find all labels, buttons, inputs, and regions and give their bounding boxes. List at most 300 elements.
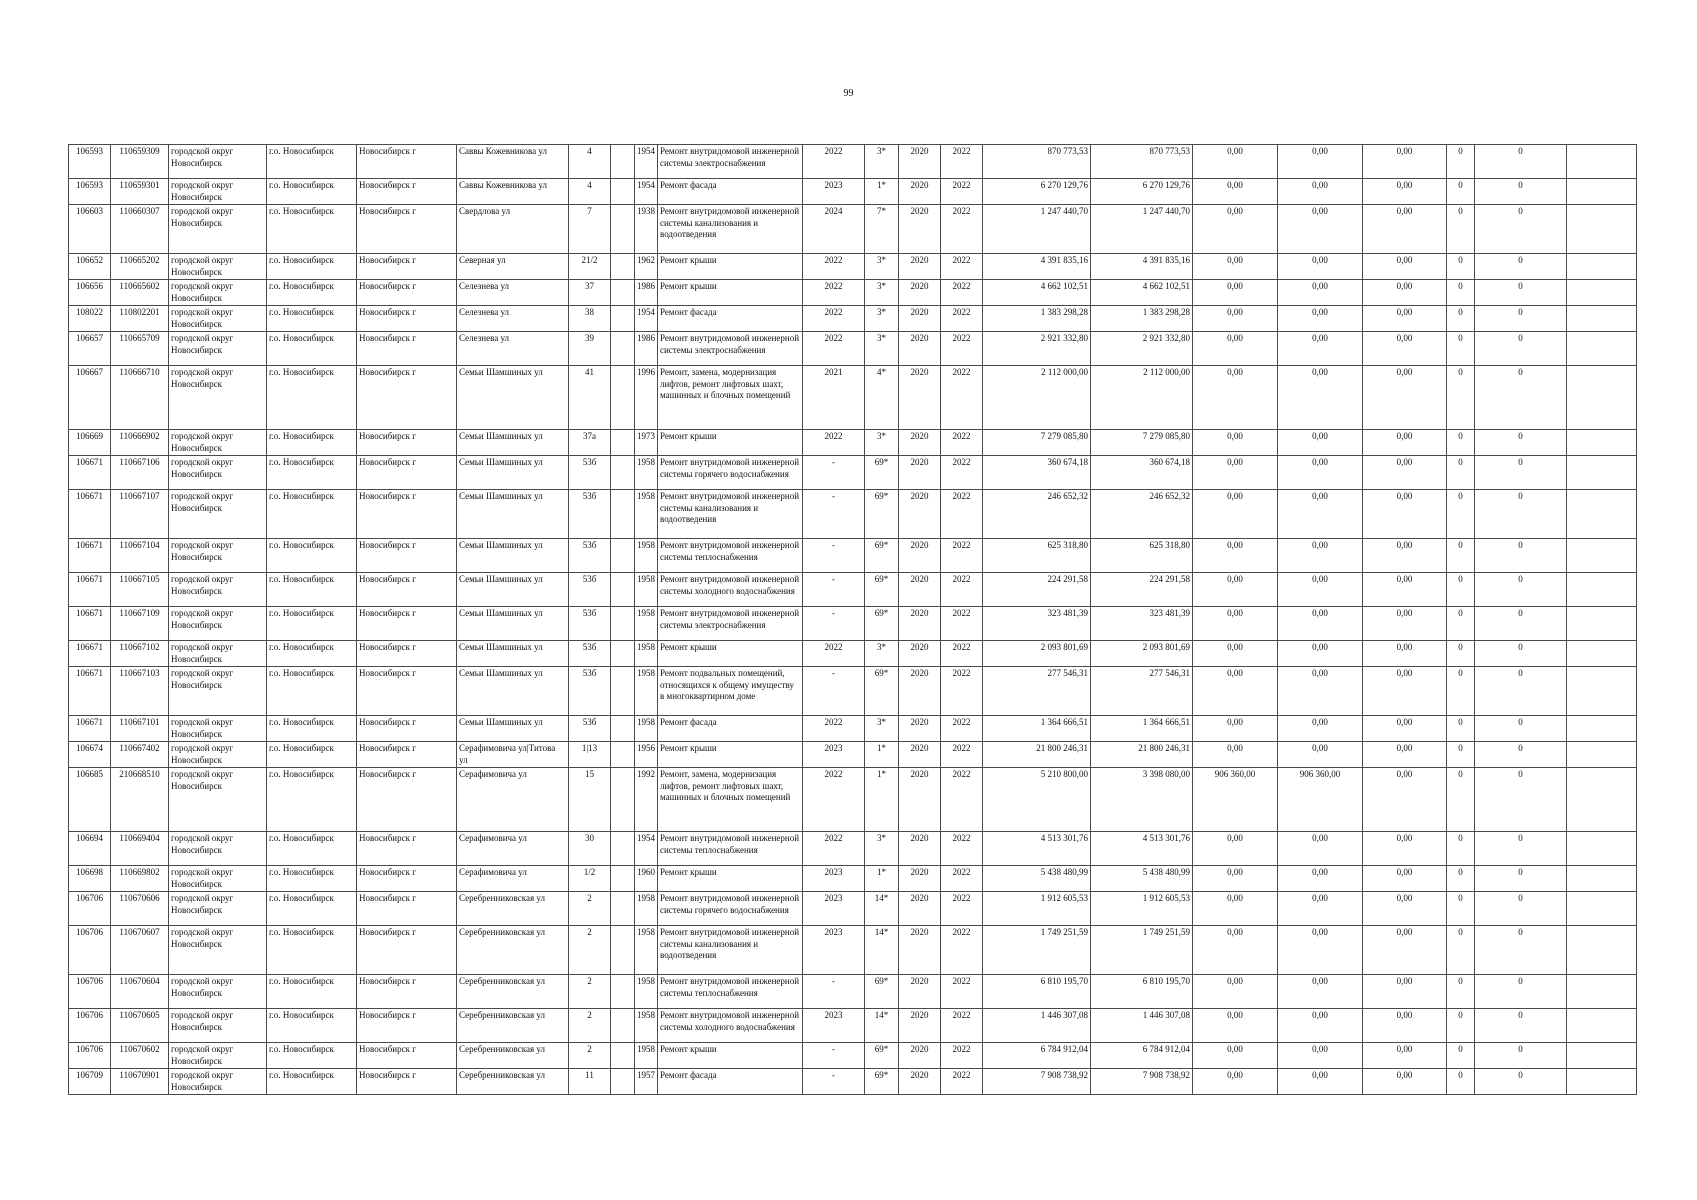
cell-fund-cost: 360 674,18 bbox=[1091, 456, 1193, 490]
cell-housing-part bbox=[611, 366, 635, 430]
cell-total-cost: 5 438 480,99 bbox=[983, 866, 1091, 892]
cell-total-cost: 2 093 801,69 bbox=[983, 641, 1091, 667]
cell-house-number: 2 bbox=[569, 1043, 611, 1069]
cell-house-number: 15 bbox=[569, 768, 611, 832]
cell-housing-part bbox=[611, 866, 635, 892]
cell-note bbox=[1567, 490, 1637, 539]
cell-deadline-year: - bbox=[803, 539, 865, 573]
cell-owners-share: 0 bbox=[1447, 866, 1475, 892]
cell-program-end: 2022 bbox=[941, 667, 983, 716]
cell-priority: 3* bbox=[865, 254, 899, 280]
cell-program-start: 2020 bbox=[899, 366, 941, 430]
cell-owners-share: 0 bbox=[1447, 205, 1475, 254]
cell-note bbox=[1567, 926, 1637, 975]
cell-program-start: 2020 bbox=[899, 145, 941, 179]
cell-house-number: 7 bbox=[569, 205, 611, 254]
cell-program-start: 2020 bbox=[899, 667, 941, 716]
cell-street: Семьи Шамшиных ул bbox=[457, 607, 569, 641]
cell-year-built: 1958 bbox=[635, 607, 658, 641]
cell-priority: 1* bbox=[865, 179, 899, 205]
cell-municipality: городской округ Новосибирск bbox=[169, 892, 267, 926]
cell-other-funds: 0 bbox=[1475, 926, 1567, 975]
cell-regional-funds: 0,00 bbox=[1278, 892, 1363, 926]
cell-note bbox=[1567, 1069, 1637, 1095]
cell-federal-funds: 0,00 bbox=[1193, 975, 1278, 1009]
cell-house-id: 106671 bbox=[69, 641, 111, 667]
cell-house-number: 38 bbox=[569, 306, 611, 332]
cell-work-type: Ремонт внутридомовой инженерной системы канализования и водоотведения bbox=[658, 490, 803, 539]
cell-work-id: 110667104 bbox=[111, 539, 169, 573]
cell-regional-funds: 0,00 bbox=[1278, 866, 1363, 892]
cell-program-start: 2020 bbox=[899, 641, 941, 667]
cell-regional-funds: 0,00 bbox=[1278, 1069, 1363, 1095]
cell-owners-share: 0 bbox=[1447, 179, 1475, 205]
cell-federal-funds: 0,00 bbox=[1193, 716, 1278, 742]
cell-work-id: 110667106 bbox=[111, 456, 169, 490]
cell-year-built: 1986 bbox=[635, 332, 658, 366]
cell-program-start: 2020 bbox=[899, 573, 941, 607]
cell-program-start: 2020 bbox=[899, 205, 941, 254]
cell-regional-funds: 0,00 bbox=[1278, 145, 1363, 179]
cell-program-start: 2020 bbox=[899, 179, 941, 205]
cell-deadline-year: 2023 bbox=[803, 742, 865, 768]
cell-note bbox=[1567, 179, 1637, 205]
cell-deadline-year: 2022 bbox=[803, 430, 865, 456]
cell-locality: Новосибирск г bbox=[357, 667, 457, 716]
cell-work-id: 110669802 bbox=[111, 866, 169, 892]
cell-work-type: Ремонт фасада bbox=[658, 179, 803, 205]
cell-note bbox=[1567, 607, 1637, 641]
cell-year-built: 1958 bbox=[635, 456, 658, 490]
cell-note bbox=[1567, 145, 1637, 179]
cell-owners-share: 0 bbox=[1447, 306, 1475, 332]
table-row bbox=[69, 430, 1637, 456]
cell-work-id: 110667107 bbox=[111, 490, 169, 539]
cell-owners-share: 0 bbox=[1447, 926, 1475, 975]
cell-work-id: 110659309 bbox=[111, 145, 169, 179]
cell-work-type: Ремонт крыши bbox=[658, 641, 803, 667]
cell-locality: Новосибирск г bbox=[357, 742, 457, 768]
cell-owners-share: 0 bbox=[1447, 573, 1475, 607]
cell-housing-part bbox=[611, 926, 635, 975]
cell-house-id: 106671 bbox=[69, 573, 111, 607]
cell-local-funds: 0,00 bbox=[1363, 832, 1447, 866]
cell-deadline-year: 2022 bbox=[803, 306, 865, 332]
cell-house-number: 4 bbox=[569, 145, 611, 179]
table-row bbox=[69, 1043, 1637, 1069]
cell-district: г.о. Новосибирск bbox=[267, 1043, 357, 1069]
cell-other-funds: 0 bbox=[1475, 1009, 1567, 1043]
cell-owners-share: 0 bbox=[1447, 145, 1475, 179]
table-row bbox=[69, 205, 1637, 254]
cell-locality: Новосибирск г bbox=[357, 866, 457, 892]
cell-district: г.о. Новосибирск bbox=[267, 667, 357, 716]
cell-program-start: 2020 bbox=[899, 1069, 941, 1095]
cell-program-start: 2020 bbox=[899, 306, 941, 332]
cell-owners-share: 0 bbox=[1447, 607, 1475, 641]
cell-year-built: 1938 bbox=[635, 205, 658, 254]
cell-house-id: 106671 bbox=[69, 490, 111, 539]
cell-local-funds: 0,00 bbox=[1363, 742, 1447, 768]
cell-housing-part bbox=[611, 490, 635, 539]
cell-district: г.о. Новосибирск bbox=[267, 306, 357, 332]
cell-fund-cost: 6 270 129,76 bbox=[1091, 179, 1193, 205]
table-row bbox=[69, 892, 1637, 926]
cell-priority: 3* bbox=[865, 430, 899, 456]
cell-year-built: 1958 bbox=[635, 926, 658, 975]
cell-deadline-year: 2022 bbox=[803, 716, 865, 742]
cell-federal-funds: 0,00 bbox=[1193, 1069, 1278, 1095]
cell-regional-funds: 0,00 bbox=[1278, 832, 1363, 866]
cell-street: Северная ул bbox=[457, 254, 569, 280]
cell-housing-part bbox=[611, 768, 635, 832]
cell-fund-cost: 277 546,31 bbox=[1091, 667, 1193, 716]
cell-municipality: городской округ Новосибирск bbox=[169, 1069, 267, 1095]
cell-local-funds: 0,00 bbox=[1363, 926, 1447, 975]
cell-owners-share: 0 bbox=[1447, 975, 1475, 1009]
cell-street: Серебренниковская ул bbox=[457, 1069, 569, 1095]
cell-regional-funds: 0,00 bbox=[1278, 254, 1363, 280]
cell-work-id: 110665602 bbox=[111, 280, 169, 306]
cell-owners-share: 0 bbox=[1447, 667, 1475, 716]
cell-other-funds: 0 bbox=[1475, 1069, 1567, 1095]
cell-deadline-year: 2022 bbox=[803, 832, 865, 866]
cell-priority: 69* bbox=[865, 456, 899, 490]
cell-year-built: 1958 bbox=[635, 1043, 658, 1069]
table-row bbox=[69, 742, 1637, 768]
cell-program-start: 2020 bbox=[899, 832, 941, 866]
cell-program-start: 2020 bbox=[899, 539, 941, 573]
cell-regional-funds: 0,00 bbox=[1278, 1043, 1363, 1069]
cell-total-cost: 2 112 000,00 bbox=[983, 366, 1091, 430]
cell-local-funds: 0,00 bbox=[1363, 866, 1447, 892]
cell-municipality: городской округ Новосибирск bbox=[169, 456, 267, 490]
cell-other-funds: 0 bbox=[1475, 892, 1567, 926]
cell-other-funds: 0 bbox=[1475, 716, 1567, 742]
cell-housing-part bbox=[611, 306, 635, 332]
cell-work-id: 110669404 bbox=[111, 832, 169, 866]
cell-priority: 69* bbox=[865, 1043, 899, 1069]
cell-work-type: Ремонт внутридомовой инженерной системы горячего водоснабжения bbox=[658, 892, 803, 926]
cell-program-end: 2022 bbox=[941, 456, 983, 490]
cell-note bbox=[1567, 667, 1637, 716]
table-row bbox=[69, 768, 1637, 832]
cell-note bbox=[1567, 366, 1637, 430]
cell-program-start: 2020 bbox=[899, 430, 941, 456]
cell-other-funds: 0 bbox=[1475, 667, 1567, 716]
cell-street: Саввы Кожевникова ул bbox=[457, 179, 569, 205]
cell-locality: Новосибирск г bbox=[357, 892, 457, 926]
cell-district: г.о. Новосибирск bbox=[267, 892, 357, 926]
table-row bbox=[69, 490, 1637, 539]
cell-local-funds: 0,00 bbox=[1363, 716, 1447, 742]
cell-federal-funds: 0,00 bbox=[1193, 430, 1278, 456]
cell-housing-part bbox=[611, 456, 635, 490]
cell-year-built: 1958 bbox=[635, 892, 658, 926]
cell-deadline-year: 2023 bbox=[803, 1009, 865, 1043]
cell-locality: Новосибирск г bbox=[357, 768, 457, 832]
cell-federal-funds: 0,00 bbox=[1193, 742, 1278, 768]
cell-priority: 3* bbox=[865, 332, 899, 366]
cell-year-built: 1962 bbox=[635, 254, 658, 280]
cell-house-number: 53б bbox=[569, 456, 611, 490]
cell-deadline-year: 2022 bbox=[803, 768, 865, 832]
cell-program-start: 2020 bbox=[899, 768, 941, 832]
cell-program-start: 2020 bbox=[899, 716, 941, 742]
cell-district: г.о. Новосибирск bbox=[267, 430, 357, 456]
cell-regional-funds: 0,00 bbox=[1278, 539, 1363, 573]
cell-regional-funds: 0,00 bbox=[1278, 607, 1363, 641]
cell-house-id: 106709 bbox=[69, 1069, 111, 1095]
cell-house-number: 2 bbox=[569, 975, 611, 1009]
cell-work-id: 110667101 bbox=[111, 716, 169, 742]
cell-work-type: Ремонт внутридомовой инженерной системы теплоснабжения bbox=[658, 975, 803, 1009]
cell-local-funds: 0,00 bbox=[1363, 641, 1447, 667]
cell-regional-funds: 0,00 bbox=[1278, 179, 1363, 205]
cell-program-end: 2022 bbox=[941, 742, 983, 768]
cell-year-built: 1996 bbox=[635, 366, 658, 430]
cell-note bbox=[1567, 768, 1637, 832]
cell-work-type: Ремонт фасада bbox=[658, 306, 803, 332]
cell-fund-cost: 4 513 301,76 bbox=[1091, 832, 1193, 866]
cell-district: г.о. Новосибирск bbox=[267, 179, 357, 205]
cell-house-id: 108022 bbox=[69, 306, 111, 332]
cell-housing-part bbox=[611, 1009, 635, 1043]
cell-locality: Новосибирск г bbox=[357, 926, 457, 975]
cell-total-cost: 2 921 332,80 bbox=[983, 332, 1091, 366]
cell-district: г.о. Новосибирск bbox=[267, 716, 357, 742]
table-row bbox=[69, 641, 1637, 667]
cell-federal-funds: 0,00 bbox=[1193, 667, 1278, 716]
cell-federal-funds: 0,00 bbox=[1193, 366, 1278, 430]
cell-note bbox=[1567, 254, 1637, 280]
cell-district: г.о. Новосибирск bbox=[267, 832, 357, 866]
cell-local-funds: 0,00 bbox=[1363, 306, 1447, 332]
cell-locality: Новосибирск г bbox=[357, 607, 457, 641]
cell-note bbox=[1567, 892, 1637, 926]
cell-fund-cost: 3 398 080,00 bbox=[1091, 768, 1193, 832]
cell-locality: Новосибирск г bbox=[357, 306, 457, 332]
cell-street: Селезнева ул bbox=[457, 332, 569, 366]
cell-program-start: 2020 bbox=[899, 866, 941, 892]
cell-program-start: 2020 bbox=[899, 892, 941, 926]
cell-housing-part bbox=[611, 607, 635, 641]
cell-deadline-year: - bbox=[803, 1069, 865, 1095]
cell-locality: Новосибирск г bbox=[357, 975, 457, 1009]
cell-fund-cost: 625 318,80 bbox=[1091, 539, 1193, 573]
cell-federal-funds: 0,00 bbox=[1193, 866, 1278, 892]
cell-street: Семьи Шамшиных ул bbox=[457, 456, 569, 490]
cell-priority: 3* bbox=[865, 641, 899, 667]
cell-local-funds: 0,00 bbox=[1363, 975, 1447, 1009]
cell-work-type: Ремонт крыши bbox=[658, 1043, 803, 1069]
cell-federal-funds: 0,00 bbox=[1193, 539, 1278, 573]
table-row bbox=[69, 1069, 1637, 1095]
cell-priority: 69* bbox=[865, 1069, 899, 1095]
cell-municipality: городской округ Новосибирск bbox=[169, 332, 267, 366]
cell-other-funds: 0 bbox=[1475, 1043, 1567, 1069]
cell-note bbox=[1567, 716, 1637, 742]
cell-house-number: 53б bbox=[569, 490, 611, 539]
cell-year-built: 1954 bbox=[635, 306, 658, 332]
cell-program-end: 2022 bbox=[941, 366, 983, 430]
cell-locality: Новосибирск г bbox=[357, 179, 457, 205]
cell-note bbox=[1567, 280, 1637, 306]
cell-house-number: 53б bbox=[569, 607, 611, 641]
cell-locality: Новосибирск г bbox=[357, 456, 457, 490]
cell-work-id: 110667103 bbox=[111, 667, 169, 716]
cell-locality: Новосибирск г bbox=[357, 573, 457, 607]
cell-work-id: 210668510 bbox=[111, 768, 169, 832]
cell-district: г.о. Новосибирск bbox=[267, 280, 357, 306]
cell-deadline-year: 2022 bbox=[803, 280, 865, 306]
cell-deadline-year: 2023 bbox=[803, 179, 865, 205]
cell-deadline-year: - bbox=[803, 975, 865, 1009]
cell-fund-cost: 2 112 000,00 bbox=[1091, 366, 1193, 430]
cell-owners-share: 0 bbox=[1447, 1043, 1475, 1069]
cell-work-type: Ремонт крыши bbox=[658, 742, 803, 768]
cell-program-end: 2022 bbox=[941, 490, 983, 539]
cell-work-id: 110670605 bbox=[111, 1009, 169, 1043]
cell-district: г.о. Новосибирск bbox=[267, 539, 357, 573]
cell-year-built: 1958 bbox=[635, 573, 658, 607]
cell-owners-share: 0 bbox=[1447, 280, 1475, 306]
cell-note bbox=[1567, 832, 1637, 866]
cell-owners-share: 0 bbox=[1447, 456, 1475, 490]
cell-deadline-year: - bbox=[803, 607, 865, 641]
table-row bbox=[69, 573, 1637, 607]
cell-municipality: городской округ Новосибирск bbox=[169, 205, 267, 254]
cell-fund-cost: 7 279 085,80 bbox=[1091, 430, 1193, 456]
cell-regional-funds: 0,00 bbox=[1278, 573, 1363, 607]
cell-house-number: 11 bbox=[569, 1069, 611, 1095]
cell-housing-part bbox=[611, 280, 635, 306]
cell-fund-cost: 224 291,58 bbox=[1091, 573, 1193, 607]
cell-owners-share: 0 bbox=[1447, 716, 1475, 742]
cell-deadline-year: 2022 bbox=[803, 254, 865, 280]
cell-total-cost: 277 546,31 bbox=[983, 667, 1091, 716]
cell-district: г.о. Новосибирск bbox=[267, 490, 357, 539]
cell-program-start: 2020 bbox=[899, 1043, 941, 1069]
cell-other-funds: 0 bbox=[1475, 254, 1567, 280]
cell-housing-part bbox=[611, 716, 635, 742]
table-row bbox=[69, 179, 1637, 205]
cell-district: г.о. Новосибирск bbox=[267, 145, 357, 179]
cell-fund-cost: 21 800 246,31 bbox=[1091, 742, 1193, 768]
cell-housing-part bbox=[611, 145, 635, 179]
cell-housing-part bbox=[611, 892, 635, 926]
cell-program-end: 2022 bbox=[941, 430, 983, 456]
cell-locality: Новосибирск г bbox=[357, 641, 457, 667]
cell-municipality: городской округ Новосибирск bbox=[169, 1009, 267, 1043]
cell-federal-funds: 0,00 bbox=[1193, 832, 1278, 866]
cell-fund-cost: 6 810 195,70 bbox=[1091, 975, 1193, 1009]
cell-local-funds: 0,00 bbox=[1363, 1009, 1447, 1043]
cell-house-id: 106706 bbox=[69, 975, 111, 1009]
cell-house-id: 106652 bbox=[69, 254, 111, 280]
cell-work-id: 110660307 bbox=[111, 205, 169, 254]
cell-program-start: 2020 bbox=[899, 280, 941, 306]
cell-program-end: 2022 bbox=[941, 1069, 983, 1095]
cell-work-id: 110670607 bbox=[111, 926, 169, 975]
cell-street: Серебренниковская ул bbox=[457, 926, 569, 975]
cell-housing-part bbox=[611, 667, 635, 716]
cell-other-funds: 0 bbox=[1475, 832, 1567, 866]
cell-owners-share: 0 bbox=[1447, 1009, 1475, 1043]
cell-total-cost: 7 279 085,80 bbox=[983, 430, 1091, 456]
cell-district: г.о. Новосибирск bbox=[267, 456, 357, 490]
cell-fund-cost: 1 364 666,51 bbox=[1091, 716, 1193, 742]
cell-federal-funds: 0,00 bbox=[1193, 573, 1278, 607]
cell-total-cost: 4 513 301,76 bbox=[983, 832, 1091, 866]
table-row bbox=[69, 366, 1637, 430]
cell-program-end: 2022 bbox=[941, 145, 983, 179]
cell-note bbox=[1567, 1009, 1637, 1043]
cell-work-id: 110665709 bbox=[111, 332, 169, 366]
cell-deadline-year: - bbox=[803, 573, 865, 607]
cell-district: г.о. Новосибирск bbox=[267, 1069, 357, 1095]
cell-house-number: 53б bbox=[569, 573, 611, 607]
cell-municipality: городской округ Новосибирск bbox=[169, 667, 267, 716]
cell-year-built: 1958 bbox=[635, 667, 658, 716]
cell-locality: Новосибирск г bbox=[357, 205, 457, 254]
cell-year-built: 1957 bbox=[635, 1069, 658, 1095]
cell-program-start: 2020 bbox=[899, 975, 941, 1009]
cell-fund-cost: 1 446 307,08 bbox=[1091, 1009, 1193, 1043]
cell-other-funds: 0 bbox=[1475, 145, 1567, 179]
cell-fund-cost: 1 247 440,70 bbox=[1091, 205, 1193, 254]
cell-work-id: 110670606 bbox=[111, 892, 169, 926]
cell-note bbox=[1567, 430, 1637, 456]
cell-municipality: городской округ Новосибирск bbox=[169, 716, 267, 742]
cell-house-id: 106669 bbox=[69, 430, 111, 456]
cell-street: Серафимовича ул bbox=[457, 866, 569, 892]
capital-repair-table bbox=[68, 144, 1637, 1095]
cell-housing-part bbox=[611, 179, 635, 205]
table-row bbox=[69, 975, 1637, 1009]
cell-street: Серебренниковская ул bbox=[457, 1009, 569, 1043]
cell-other-funds: 0 bbox=[1475, 366, 1567, 430]
cell-local-funds: 0,00 bbox=[1363, 332, 1447, 366]
cell-priority: 3* bbox=[865, 832, 899, 866]
cell-other-funds: 0 bbox=[1475, 866, 1567, 892]
cell-work-type: Ремонт внутридомовой инженерной системы канализования и водоотведения bbox=[658, 926, 803, 975]
cell-program-start: 2020 bbox=[899, 742, 941, 768]
cell-work-type: Ремонт, замена, модернизация лифтов, ремонт лифтовых шахт, машинных и блочных помещений bbox=[658, 366, 803, 430]
cell-work-id: 110667402 bbox=[111, 742, 169, 768]
cell-municipality: городской округ Новосибирск bbox=[169, 366, 267, 430]
cell-locality: Новосибирск г bbox=[357, 254, 457, 280]
cell-local-funds: 0,00 bbox=[1363, 366, 1447, 430]
cell-year-built: 1956 bbox=[635, 742, 658, 768]
cell-house-number: 53б bbox=[569, 667, 611, 716]
cell-deadline-year: - bbox=[803, 667, 865, 716]
cell-total-cost: 323 481,39 bbox=[983, 607, 1091, 641]
cell-work-id: 110667109 bbox=[111, 607, 169, 641]
cell-district: г.о. Новосибирск bbox=[267, 742, 357, 768]
cell-year-built: 1954 bbox=[635, 145, 658, 179]
cell-total-cost: 224 291,58 bbox=[983, 573, 1091, 607]
cell-regional-funds: 0,00 bbox=[1278, 926, 1363, 975]
cell-total-cost: 246 652,32 bbox=[983, 490, 1091, 539]
cell-house-number: 30 bbox=[569, 832, 611, 866]
table-row bbox=[69, 1009, 1637, 1043]
cell-total-cost: 4 391 835,16 bbox=[983, 254, 1091, 280]
cell-deadline-year: 2022 bbox=[803, 145, 865, 179]
cell-program-end: 2022 bbox=[941, 332, 983, 366]
cell-federal-funds: 0,00 bbox=[1193, 280, 1278, 306]
cell-program-end: 2022 bbox=[941, 205, 983, 254]
